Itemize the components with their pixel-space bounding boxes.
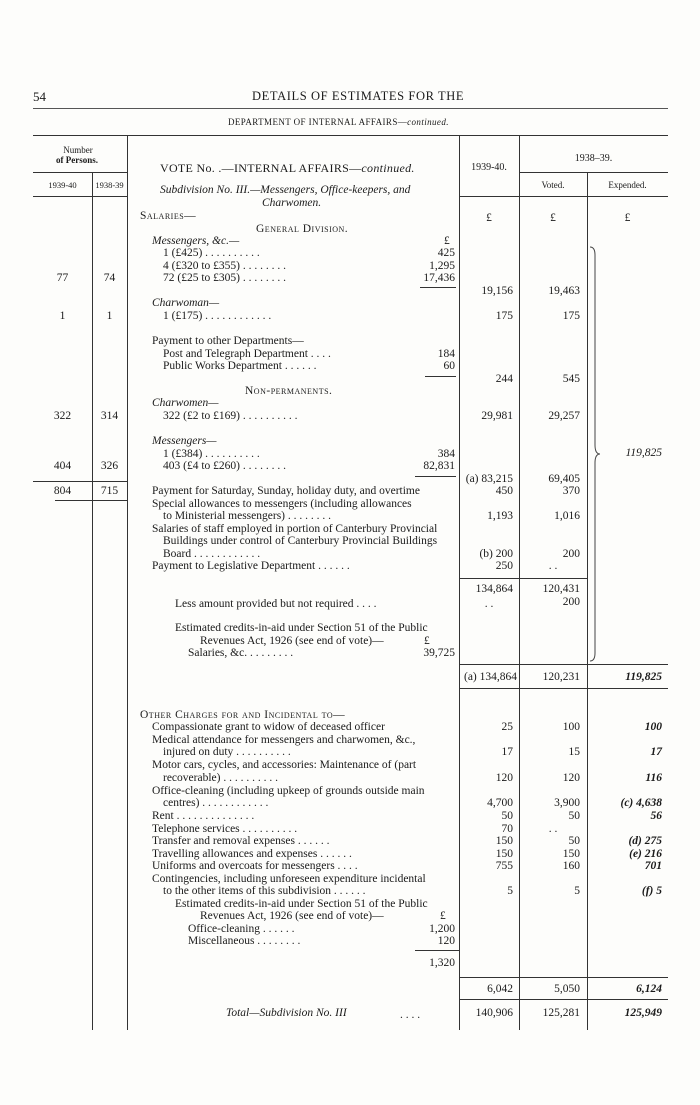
- charge-item-label: Medical attendance for messengers and charwomen, &c.,: [152, 733, 416, 746]
- col-divider-persons: [92, 172, 93, 1030]
- canterbury-line2: Buildings under control of Canterbury Provincial Buildings: [163, 535, 438, 547]
- salaries-total-voted: 120,231: [542, 671, 580, 683]
- salaries-credits-line2: Revenues Act, 1926 (see end of vote)—: [200, 635, 384, 647]
- messengers2-sum-rule: [415, 476, 456, 477]
- persons-header-rule: [33, 172, 127, 173]
- grand-total-top-rule: [459, 999, 668, 1000]
- legislative-line: Payment to Legislative Department . . . . . .: [152, 560, 350, 572]
- header-of-persons: of Persons.: [56, 155, 98, 165]
- messengers2-persons-1939: 404: [53, 460, 72, 472]
- years-header-rule: [459, 196, 668, 197]
- grand-total-dots: . . . .: [400, 1009, 421, 1021]
- grand-total-expended: 125,949: [624, 1007, 662, 1019]
- salaries-total-expended: 119,825: [625, 671, 662, 683]
- persons-total-rule-top: [33, 481, 127, 482]
- charge-item-label: Telephone services . . . . . . . . . .: [152, 822, 298, 835]
- saturday-duty-line: Payment for Saturday, Sunday, holiday duty, and overtime: [152, 485, 420, 497]
- messenger-grade-1: 1 (£425) . . . . . . . . . .: [163, 247, 260, 259]
- header-year-1939-40: 1939-40.: [471, 162, 507, 173]
- payment-other-1939-40: 244: [495, 373, 513, 385]
- charwomen-persons-1938: 314: [100, 410, 119, 422]
- legislative-voted: . .: [548, 560, 558, 572]
- messengers-persons-1939: 77: [56, 272, 69, 284]
- col-divider-description: [127, 135, 128, 1030]
- oc-credits-misc: Miscellaneous . . . . . . . .: [188, 935, 301, 947]
- charge-item-label: Uniforms and overcoats for messengers . . . .: [152, 860, 358, 872]
- saturday-duty-1939-40: 450: [495, 485, 513, 497]
- salaries-total-bottom-rule: [459, 688, 668, 689]
- messengers-sum-rule: [420, 287, 456, 288]
- messengers-persons-1938: 74: [103, 272, 116, 284]
- canterbury-line3: Board . . . . . . . . . . . .: [163, 548, 261, 560]
- header-persons-1939-40: 1939-40: [48, 180, 77, 190]
- charge-item-voted: 120: [562, 771, 580, 784]
- charwoman-voted: 175: [562, 310, 580, 322]
- canterbury-line1: Salaries of staff employed in portion of Canterbury Provincial: [152, 523, 438, 535]
- charge-item-voted: . .: [548, 822, 558, 835]
- charwoman-line: 1 (£175) . . . . . . . . . . . .: [163, 310, 272, 322]
- post-telegraph-amount: 184: [437, 348, 455, 360]
- canterbury-1939-40: (b) 200: [479, 548, 513, 560]
- pound-expended: £: [624, 212, 631, 224]
- charge-item-label-cont: to the other items of this subdivision . . . . . .: [163, 885, 366, 897]
- charwoman-persons-1939: 1: [59, 310, 66, 322]
- charge-item-label: Motor cars, cycles, and accessories: Maintenance of (part: [152, 759, 417, 771]
- vote-title-continued: continued.: [361, 161, 415, 175]
- page-title: DETAILS OF ESTIMATES FOR THE: [252, 89, 465, 103]
- other-charges-heading: Other Charges for and Incidental to—: [140, 709, 346, 721]
- oc-credits-pound: £: [440, 910, 446, 922]
- oc-total-voted: 5,050: [554, 983, 580, 995]
- subtitle-text: DEPARTMENT OF INTERNAL AFFAIRS—: [228, 117, 408, 127]
- charge-item-voted: 3,900: [554, 797, 580, 809]
- special-allowances-voted: 1,016: [554, 510, 580, 522]
- header-year-1938-39: 1938–39.: [574, 153, 613, 164]
- charge-item-voted: 100: [562, 721, 580, 733]
- inner-pound: £: [444, 235, 450, 247]
- less-amount-line: Less amount provided but not required . . . .: [175, 598, 377, 610]
- oc-total-rule: [459, 977, 668, 978]
- less-amount-1939-40: . .: [484, 598, 494, 610]
- charge-item-expended: 56: [650, 810, 662, 822]
- charwoman-persons-1938: 1: [106, 310, 113, 322]
- charge-item-label: Travelling allowances and expenses . . . . . .: [152, 847, 352, 860]
- charge-item-expended: (d) 275: [628, 835, 662, 847]
- public-works-line: Public Works Department . . . . . .: [163, 360, 317, 372]
- payment-other-departments: Payment to other Departments—: [152, 335, 304, 347]
- messenger-grade-3-amount: 17,436: [423, 272, 455, 284]
- subtitle-continued: continued.: [407, 117, 449, 127]
- special-allowances-line1: Special allowances to messengers (including allowances: [152, 498, 412, 510]
- charge-item-1939-40: 25: [501, 721, 513, 733]
- charwomen-1939-40: 29,981: [481, 410, 513, 422]
- salaries-subtotal-1939-40: 134,864: [475, 583, 513, 595]
- charge-item-label: Rent . . . . . . . . . . . . . .: [152, 810, 255, 822]
- messengers2-heading: Messengers—: [152, 435, 217, 447]
- messengers2-1939-40: (a) 83,215: [465, 473, 513, 485]
- oc-credits-rule: [415, 950, 459, 951]
- charge-item-expended: 701: [644, 860, 662, 872]
- subdivision-heading-line1: Subdivision No. III.—Messengers, Office-keepers, and: [160, 184, 411, 196]
- 1938-39-span-rule: [519, 172, 668, 173]
- grand-total-voted: 125,281: [542, 1007, 580, 1019]
- charge-item-1939-40: 755: [495, 860, 513, 872]
- legislative-1939-40: 250: [495, 560, 513, 572]
- charwomen-persons-1939: 322: [53, 410, 72, 422]
- pound-1939-40: £: [486, 212, 492, 224]
- charge-item-voted: 50: [568, 810, 580, 822]
- messenger-grade-5: 403 (£4 to £260) . . . . . . . .: [163, 460, 286, 472]
- header-expended: Expended.: [608, 180, 647, 190]
- header-persons-1938-39: 1938-39: [95, 180, 124, 190]
- subdivision-heading-line2: Charwomen.: [262, 197, 322, 209]
- salaries-total-1939-40: (a) 134,864: [463, 671, 517, 683]
- oc-total-1939-40: 6,042: [487, 983, 513, 995]
- charge-item-label-cont: centres) . . . . . . . . . . . .: [163, 797, 269, 809]
- non-permanents-heading: Non-permanents.: [245, 385, 333, 397]
- charge-item-1939-40: 120: [495, 771, 513, 784]
- charge-item-1939-40: 70: [501, 822, 513, 835]
- special-allowances-line2: to Ministerial messengers) . . . . . . . .: [163, 510, 332, 522]
- oc-total-expended: 6,124: [636, 983, 662, 995]
- oc-credits-line2: Revenues Act, 1926 (see end of vote)—: [200, 910, 384, 922]
- charge-item-expended: 116: [645, 771, 662, 784]
- charge-item-expended: (c) 4,638: [620, 797, 662, 809]
- messenger-grade-3: 72 (£25 to £305) . . . . . . . .: [163, 272, 286, 284]
- charge-item-1939-40: 50: [501, 810, 513, 822]
- messengers2-persons-1938: 326: [100, 460, 119, 472]
- charge-item-label: Transfer and removal expenses . . . . . .: [152, 835, 330, 847]
- persons-year-rule: [33, 196, 127, 197]
- charwoman-1939-40: 175: [495, 310, 513, 322]
- total-persons-1938: 715: [100, 485, 119, 497]
- salaries-credits-salaries-amount: 39,725: [423, 647, 455, 659]
- charge-item-1939-40: 4,700: [487, 797, 513, 809]
- charwomen-line: 322 (£2 to £169) . . . . . . . . . .: [163, 410, 298, 422]
- payment-other-sum-rule: [425, 376, 456, 377]
- post-telegraph-line: Post and Telegraph Department . . . .: [163, 348, 331, 360]
- charge-item-expended: (f) 5: [641, 885, 662, 897]
- messenger-grade-2: 4 (£320 to £355) . . . . . . . .: [163, 260, 286, 272]
- messenger-grade-4-amount: 384: [437, 448, 455, 460]
- salaries-subtotal-voted: 120,431: [542, 583, 580, 595]
- charge-item-label-cont: recoverable) . . . . . . . . . .: [163, 771, 278, 784]
- messengers2-voted: 69,405: [548, 473, 580, 485]
- salaries-total-rule: [459, 664, 668, 665]
- messenger-grade-2-amount: 1,295: [429, 260, 455, 272]
- charge-item-expended: 17: [650, 746, 662, 758]
- salaries-expended-bracket: 119,825: [625, 447, 662, 459]
- public-works-amount: 60: [443, 360, 455, 372]
- department-subtitle: [228, 118, 449, 127]
- header-rule: [33, 108, 668, 109]
- header-voted: Voted.: [541, 180, 565, 190]
- charge-item-label: Compassionate grant to widow of deceased officer: [152, 721, 385, 733]
- messengers-heading: Messengers, &c.—: [152, 235, 240, 247]
- total-persons-1939: 804: [53, 485, 72, 497]
- charge-item-expended: (e) 216: [629, 847, 662, 860]
- charwomen-voted: 29,257: [548, 410, 580, 422]
- charge-item-label: Contingencies, including unforeseen expenditure incidental: [152, 872, 426, 885]
- charge-item-voted: 5: [574, 885, 580, 897]
- charge-item-voted: 15: [568, 746, 580, 758]
- messenger-grade-5-amount: 82,831: [423, 460, 455, 472]
- charwoman-heading: Charwoman—: [152, 297, 220, 309]
- oc-credits-misc-amount: 120: [437, 935, 455, 947]
- less-amount-voted: 200: [562, 596, 580, 608]
- general-division-heading: General Division.: [256, 223, 349, 235]
- messengers-1939-40: 19,156: [481, 285, 513, 297]
- charge-item-voted: 150: [562, 847, 580, 860]
- salaries-credits-pound: £: [424, 635, 430, 647]
- pound-voted: £: [550, 212, 556, 224]
- messenger-grade-1-amount: 425: [437, 247, 455, 259]
- messenger-grade-4: 1 (£384) . . . . . . . . . .: [163, 448, 260, 460]
- oc-credits-cleaning-amount: 1,200: [429, 923, 455, 935]
- charge-item-expended: 100: [644, 721, 662, 733]
- salaries-credits-salaries: Salaries, &c. . . . . . . . .: [188, 647, 294, 659]
- charwomen-heading: Charwomen—: [152, 397, 219, 409]
- charge-item-1939-40: 17: [501, 746, 513, 758]
- payment-other-voted: 545: [562, 373, 580, 385]
- grand-total-1939-40: 140,906: [475, 1007, 513, 1019]
- page-number: 54: [33, 89, 46, 104]
- saturday-duty-voted: 370: [562, 485, 580, 497]
- canterbury-voted: 200: [562, 548, 580, 560]
- charge-item-1939-40: 5: [507, 885, 513, 897]
- charge-item-1939-40: 150: [495, 847, 513, 860]
- salaries-credits-line1: Estimated credits-in-aid under Section 51 of the Public: [175, 622, 428, 634]
- header-number: Number: [63, 145, 93, 155]
- salaries-subtotal-rule: [459, 578, 587, 579]
- charge-item-1939-40: 150: [495, 835, 513, 847]
- vote-title: [160, 162, 415, 174]
- oc-credits-cleaning: Office-cleaning . . . . . .: [188, 923, 295, 935]
- charge-item-voted: 160: [562, 860, 580, 872]
- oc-credits-total: 1,320: [429, 957, 455, 969]
- charge-item-label: Office-cleaning (including upkeep of grounds outside main: [152, 784, 425, 797]
- grand-total-label: Total—Subdivision No. III: [226, 1007, 347, 1019]
- charge-item-label-cont: injured on duty . . . . . . . . . .: [163, 746, 291, 758]
- charge-item-voted: 50: [568, 835, 580, 847]
- oc-credits-line1: Estimated credits-in-aid under Section 51 of the Public: [175, 898, 428, 910]
- vote-title-text: VOTE No. .—INTERNAL AFFAIRS—: [160, 161, 362, 175]
- table-top-rule: [33, 135, 668, 136]
- special-allowances-1939-40: 1,193: [487, 510, 513, 522]
- salaries-heading: Salaries—: [140, 210, 197, 222]
- messengers-voted: 19,463: [548, 285, 580, 297]
- persons-total-rule-bottom: [55, 500, 127, 501]
